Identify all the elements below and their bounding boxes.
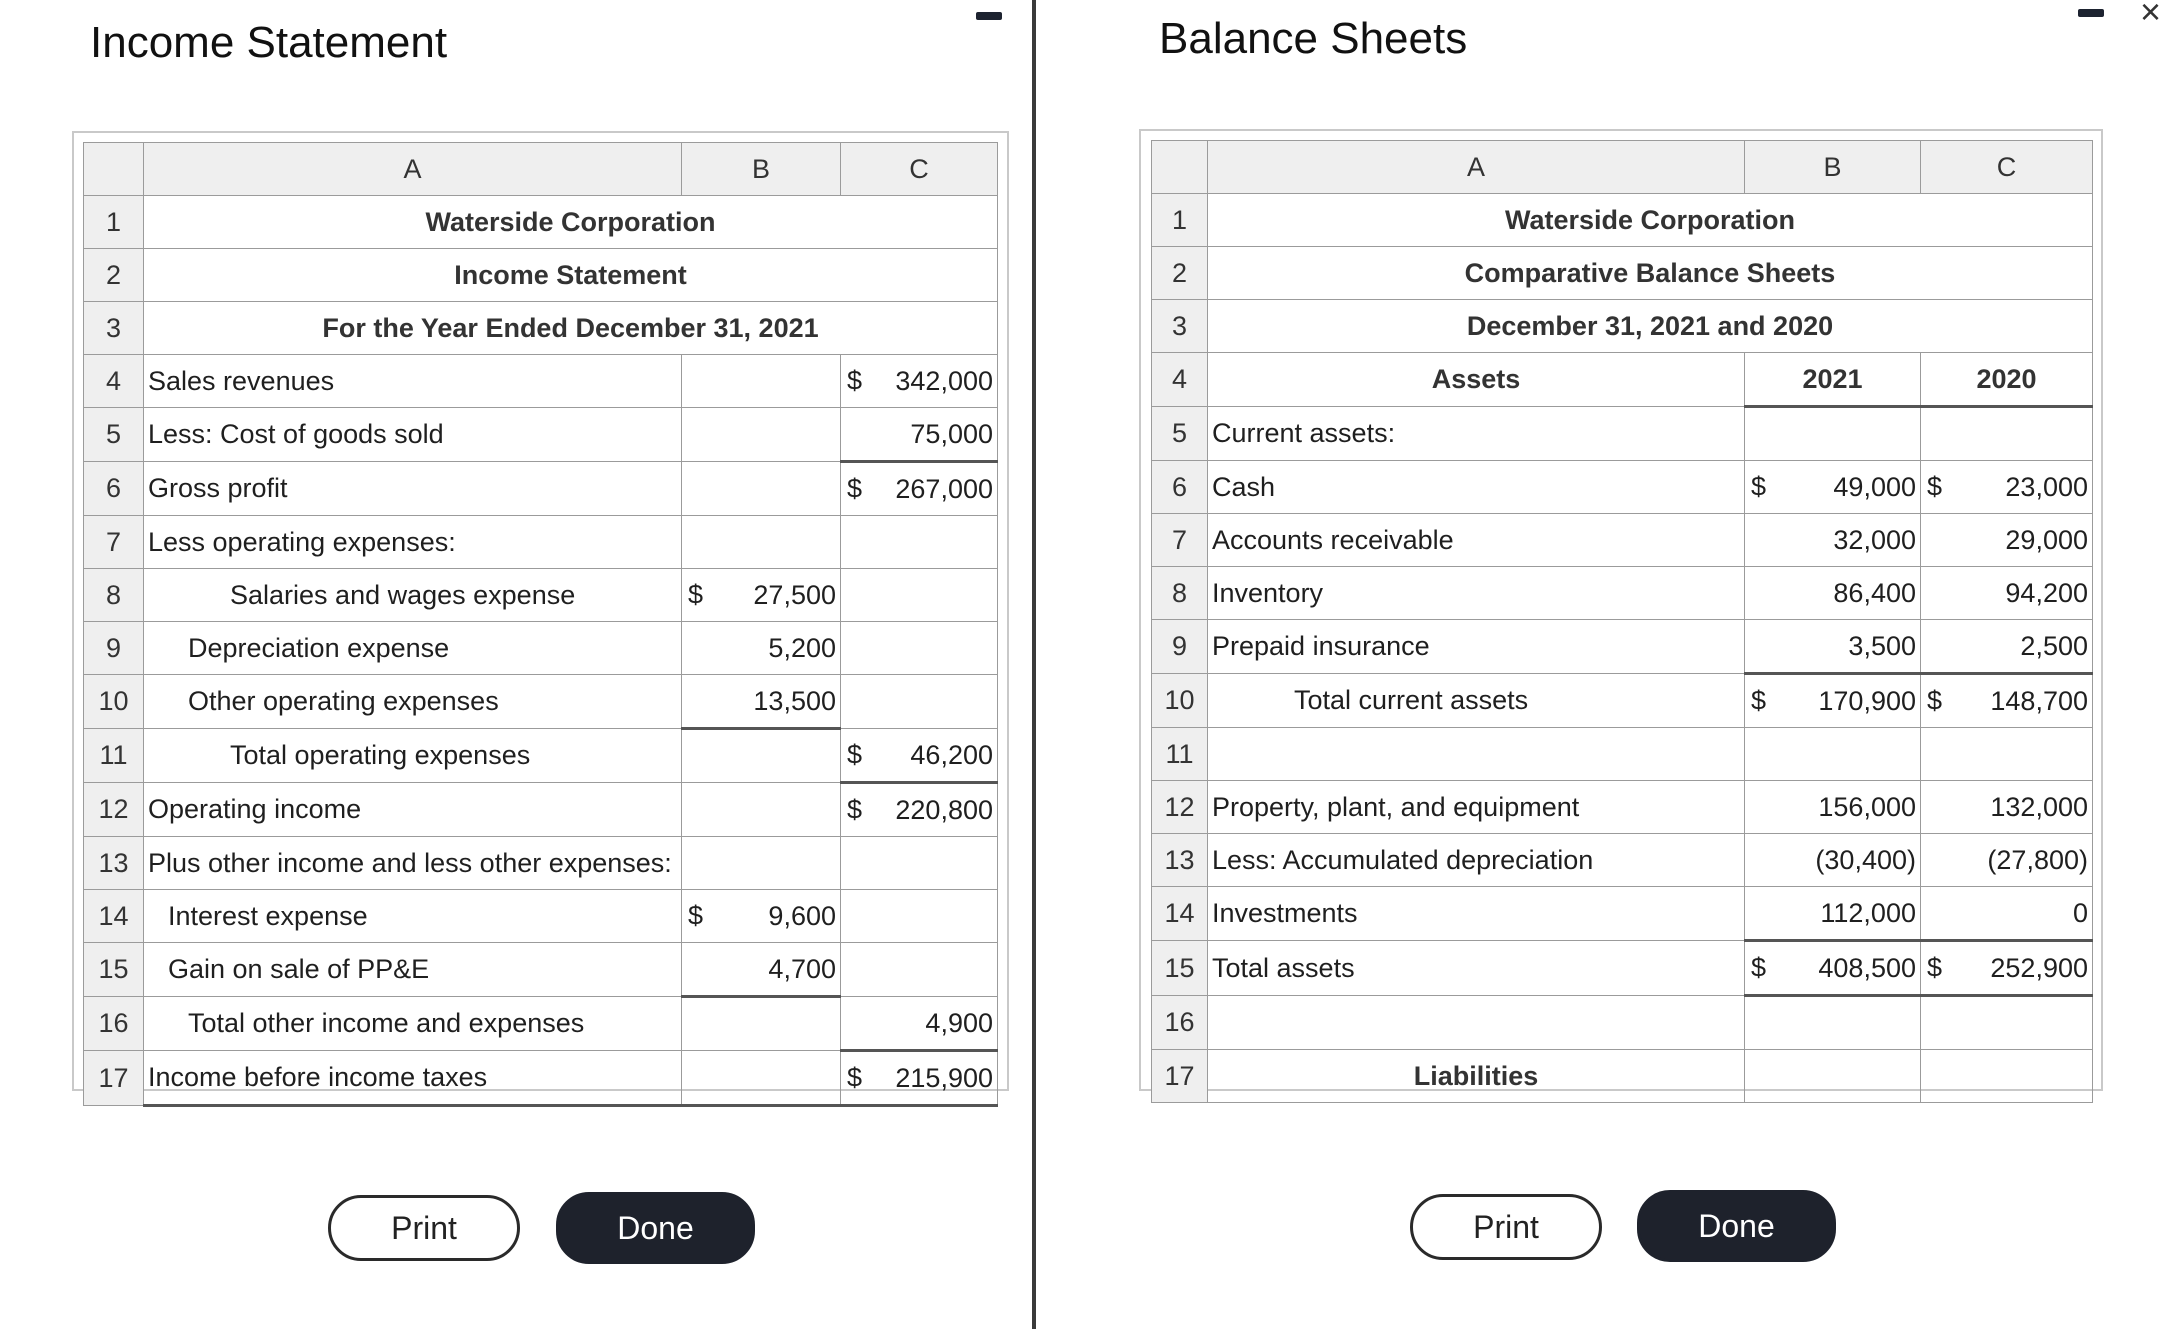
cell-c [1921, 407, 2093, 461]
row-number: 6 [84, 462, 144, 516]
cell-value: 3,500 [1848, 630, 1916, 661]
table-row [84, 943, 998, 997]
table-row [1152, 407, 2093, 461]
table-row [1152, 567, 2093, 620]
cell-value: 2,500 [2020, 630, 2088, 661]
minimize-icon[interactable] [976, 12, 1002, 20]
print-button[interactable]: Print [1410, 1194, 1602, 1260]
row-label [1208, 996, 1745, 1050]
print-button[interactable]: Print [328, 1195, 520, 1261]
cell-value: (27,800) [1987, 844, 2088, 875]
table-row [84, 622, 998, 675]
cell-b [1745, 514, 1921, 567]
cell-c [1921, 674, 2093, 728]
row-label: Salaries and wages expense [144, 569, 682, 622]
cell-b [1745, 674, 1921, 728]
table-row [1152, 728, 2093, 781]
cell-value: 27,500 [753, 579, 836, 610]
income-statement-panel [0, 0, 1032, 1329]
row-number: 16 [1152, 996, 1208, 1050]
cell-c [841, 622, 998, 675]
table-row [1152, 941, 2093, 996]
row-number: 16 [84, 997, 144, 1051]
cell-b [1745, 941, 1921, 996]
cell-value: 170,900 [1818, 685, 1916, 716]
cell-c [841, 569, 998, 622]
cell-b [1745, 996, 1921, 1050]
close-icon[interactable]: × [2140, 0, 2161, 32]
company-name: Waterside Corporation [144, 196, 998, 249]
table-row [84, 462, 998, 516]
currency-symbol: $ [847, 1062, 863, 1093]
cell-b [682, 997, 841, 1051]
cell-b [682, 1051, 841, 1106]
row-number: 5 [84, 408, 144, 462]
minimize-icon[interactable] [2078, 9, 2104, 17]
row-number: 12 [1152, 781, 1208, 834]
currency-symbol: $ [1751, 952, 1767, 983]
cell-c [1921, 461, 2093, 514]
cell-value: 215,900 [895, 1062, 993, 1093]
cell-value: (30,400) [1815, 844, 1916, 875]
cell-b [682, 783, 841, 837]
table-row [84, 1051, 998, 1106]
cell-b [1745, 567, 1921, 620]
row-number: 15 [84, 943, 144, 997]
row-label: Other operating expenses [144, 675, 682, 729]
row-number: 10 [1152, 674, 1208, 728]
currency-symbol: $ [847, 473, 863, 504]
row-number: 1 [84, 196, 144, 249]
table-row [1152, 781, 2093, 834]
cell-b [682, 943, 841, 997]
table-row [84, 516, 998, 569]
table-row [84, 408, 998, 462]
cell-c [1921, 996, 2093, 1050]
cell-value: 4,700 [768, 953, 836, 984]
cell-c [1921, 728, 2093, 781]
column-header-row [1152, 141, 2093, 194]
cell-value: 408,500 [1818, 952, 1916, 983]
cell-c [1921, 781, 2093, 834]
balance-sheets-panel [1040, 0, 2161, 1329]
cell-b [682, 516, 841, 569]
table-row [84, 569, 998, 622]
cell-b [682, 408, 841, 462]
row-number: 3 [1152, 300, 1208, 353]
cell-b [1745, 781, 1921, 834]
cell-c [841, 729, 998, 783]
currency-symbol: $ [1751, 471, 1767, 502]
row-number: 7 [1152, 514, 1208, 567]
row-label: Income before income taxes [144, 1051, 682, 1106]
row-label: Total current assets [1208, 674, 1745, 728]
row-number: 6 [1152, 461, 1208, 514]
row-number: 15 [1152, 941, 1208, 996]
row-number: 14 [1152, 887, 1208, 941]
cell-value: 94,200 [2005, 577, 2088, 608]
cell-b [1745, 728, 1921, 781]
table-row [1152, 674, 2093, 728]
table-row [1152, 996, 2093, 1050]
row-label: Gross profit [144, 462, 682, 516]
cell-value: 32,000 [1833, 524, 1916, 555]
row-label: Less: Cost of goods sold [144, 408, 682, 462]
cell-b [1745, 1050, 1921, 1103]
cell-value: 0 [2072, 897, 2088, 928]
cell-b [682, 675, 841, 729]
cell-value: 156,000 [1818, 791, 1916, 822]
row-number: 3 [84, 302, 144, 355]
row-label: Prepaid insurance [1208, 620, 1745, 674]
cell-c [841, 1051, 998, 1106]
cell-b [682, 355, 841, 408]
column-header-row [84, 143, 998, 196]
table-row [84, 837, 998, 890]
row-number: 13 [1152, 834, 1208, 887]
section-heading-assets: Assets [1208, 353, 1745, 407]
table-row [1152, 461, 2093, 514]
currency-symbol: $ [1927, 685, 1943, 716]
row-label: Total other income and expenses [144, 997, 682, 1051]
cell-b [1745, 407, 1921, 461]
row-number: 2 [1152, 247, 1208, 300]
cell-b [1745, 620, 1921, 674]
cell-value: 132,000 [1990, 791, 2088, 822]
year-header-2020: 2020 [1921, 353, 2093, 407]
cell-value: 75,000 [910, 418, 993, 449]
row-number: 13 [84, 837, 144, 890]
currency-symbol: $ [847, 739, 863, 770]
cell-value: 148,700 [1990, 685, 2088, 716]
cell-value: 252,900 [1990, 952, 2088, 983]
cell-value: 23,000 [2005, 471, 2088, 502]
cell-b [1745, 461, 1921, 514]
table-row [84, 729, 998, 783]
cell-value: 112,000 [1820, 897, 1916, 928]
statement-period: December 31, 2021 and 2020 [1208, 300, 2093, 353]
cell-c [1921, 941, 2093, 996]
table-row [1152, 247, 2093, 300]
row-number: 7 [84, 516, 144, 569]
cell-c [841, 997, 998, 1051]
table-row [84, 890, 998, 943]
income-statement-table [83, 142, 998, 1107]
row-label: Less operating expenses: [144, 516, 682, 569]
row-label: Cash [1208, 461, 1745, 514]
cell-b [1745, 834, 1921, 887]
cell-c [841, 462, 998, 516]
cell-value: 9,600 [768, 900, 836, 931]
corner-cell [84, 143, 144, 196]
panel-title: Income Statement [90, 18, 448, 67]
cell-b [682, 569, 841, 622]
currency-symbol: $ [847, 365, 863, 396]
row-label: Sales revenues [144, 355, 682, 408]
cell-b [682, 890, 841, 943]
table-row [1152, 353, 2093, 407]
year-header-2021: 2021 [1745, 353, 1921, 407]
table-row [84, 783, 998, 837]
currency-symbol: $ [688, 579, 704, 610]
row-label: Interest expense [144, 890, 682, 943]
row-number: 4 [1152, 353, 1208, 407]
row-number: 2 [84, 249, 144, 302]
row-label: Inventory [1208, 567, 1745, 620]
panel-title: Balance Sheets [1159, 14, 1468, 63]
cell-c [1921, 620, 2093, 674]
row-number: 17 [84, 1051, 144, 1106]
currency-symbol: $ [847, 794, 863, 825]
cell-c [841, 355, 998, 408]
cell-c [1921, 1050, 2093, 1103]
statement-name: Comparative Balance Sheets [1208, 247, 2093, 300]
currency-symbol: $ [1927, 471, 1943, 502]
cell-value: 13,500 [753, 685, 836, 716]
row-label: Total assets [1208, 941, 1745, 996]
row-label: Property, plant, and equipment [1208, 781, 1745, 834]
table-row [1152, 1050, 2093, 1103]
column-header-a: A [1208, 141, 1745, 194]
row-number: 17 [1152, 1050, 1208, 1103]
cell-c [1921, 567, 2093, 620]
statement-period: For the Year Ended December 31, 2021 [144, 302, 998, 355]
panel-divider [1032, 0, 1036, 1329]
cell-b [682, 837, 841, 890]
table-row [1152, 194, 2093, 247]
row-label: Current assets: [1208, 407, 1745, 461]
row-label: Less: Accumulated depreciation [1208, 834, 1745, 887]
currency-symbol: $ [1751, 685, 1767, 716]
row-number: 12 [84, 783, 144, 837]
table-row [84, 355, 998, 408]
table-row [1152, 300, 2093, 353]
cell-c [841, 783, 998, 837]
column-header-b: B [1745, 141, 1921, 194]
cell-value: 29,000 [2005, 524, 2088, 555]
row-number: 9 [84, 622, 144, 675]
cell-c [841, 516, 998, 569]
column-header-c: C [841, 143, 998, 196]
column-header-a: A [144, 143, 682, 196]
corner-cell [1152, 141, 1208, 194]
table-row [84, 196, 998, 249]
cell-c [1921, 514, 2093, 567]
column-header-b: B [682, 143, 841, 196]
cell-c [841, 890, 998, 943]
currency-symbol: $ [688, 900, 704, 931]
row-number: 1 [1152, 194, 1208, 247]
cell-b [682, 729, 841, 783]
table-row [84, 249, 998, 302]
currency-symbol: $ [1927, 952, 1943, 983]
row-number: 8 [1152, 567, 1208, 620]
cell-c [841, 837, 998, 890]
cell-value: 5,200 [768, 632, 836, 663]
table-row [1152, 887, 2093, 941]
table-row [84, 302, 998, 355]
cell-value: 267,000 [895, 473, 993, 504]
cell-value: 49,000 [1833, 471, 1916, 502]
done-button[interactable]: Done [1637, 1190, 1836, 1262]
statement-name: Income Statement [144, 249, 998, 302]
row-label: Plus other income and less other expenses: [144, 837, 682, 890]
table-row [84, 675, 998, 729]
cell-value: 342,000 [895, 365, 993, 396]
cell-c [1921, 887, 2093, 941]
company-name: Waterside Corporation [1208, 194, 2093, 247]
row-number: 11 [1152, 728, 1208, 781]
row-label: Gain on sale of PP&E [144, 943, 682, 997]
row-number: 11 [84, 729, 144, 783]
row-label: Operating income [144, 783, 682, 837]
section-heading-liabilities: Liabilities [1208, 1050, 1745, 1103]
row-number: 5 [1152, 407, 1208, 461]
cell-b [682, 462, 841, 516]
row-number: 10 [84, 675, 144, 729]
row-label: Accounts receivable [1208, 514, 1745, 567]
row-number: 4 [84, 355, 144, 408]
balance-sheets-table [1151, 140, 2093, 1103]
cell-value: 86,400 [1833, 577, 1916, 608]
cell-value: 220,800 [895, 794, 993, 825]
cell-c [841, 943, 998, 997]
row-label: Total operating expenses [144, 729, 682, 783]
cell-c [1921, 834, 2093, 887]
column-header-c: C [1921, 141, 2093, 194]
cell-value: 4,900 [925, 1007, 993, 1038]
row-label [1208, 728, 1745, 781]
table-row [1152, 514, 2093, 567]
cell-value: 46,200 [910, 739, 993, 770]
cell-c [841, 675, 998, 729]
cell-b [682, 622, 841, 675]
row-number: 8 [84, 569, 144, 622]
table-row [84, 997, 998, 1051]
row-label: Depreciation expense [144, 622, 682, 675]
row-number: 14 [84, 890, 144, 943]
cell-b [1745, 887, 1921, 941]
done-button[interactable]: Done [556, 1192, 755, 1264]
table-row [1152, 834, 2093, 887]
table-row [1152, 620, 2093, 674]
cell-c [841, 408, 998, 462]
row-number: 9 [1152, 620, 1208, 674]
row-label: Investments [1208, 887, 1745, 941]
